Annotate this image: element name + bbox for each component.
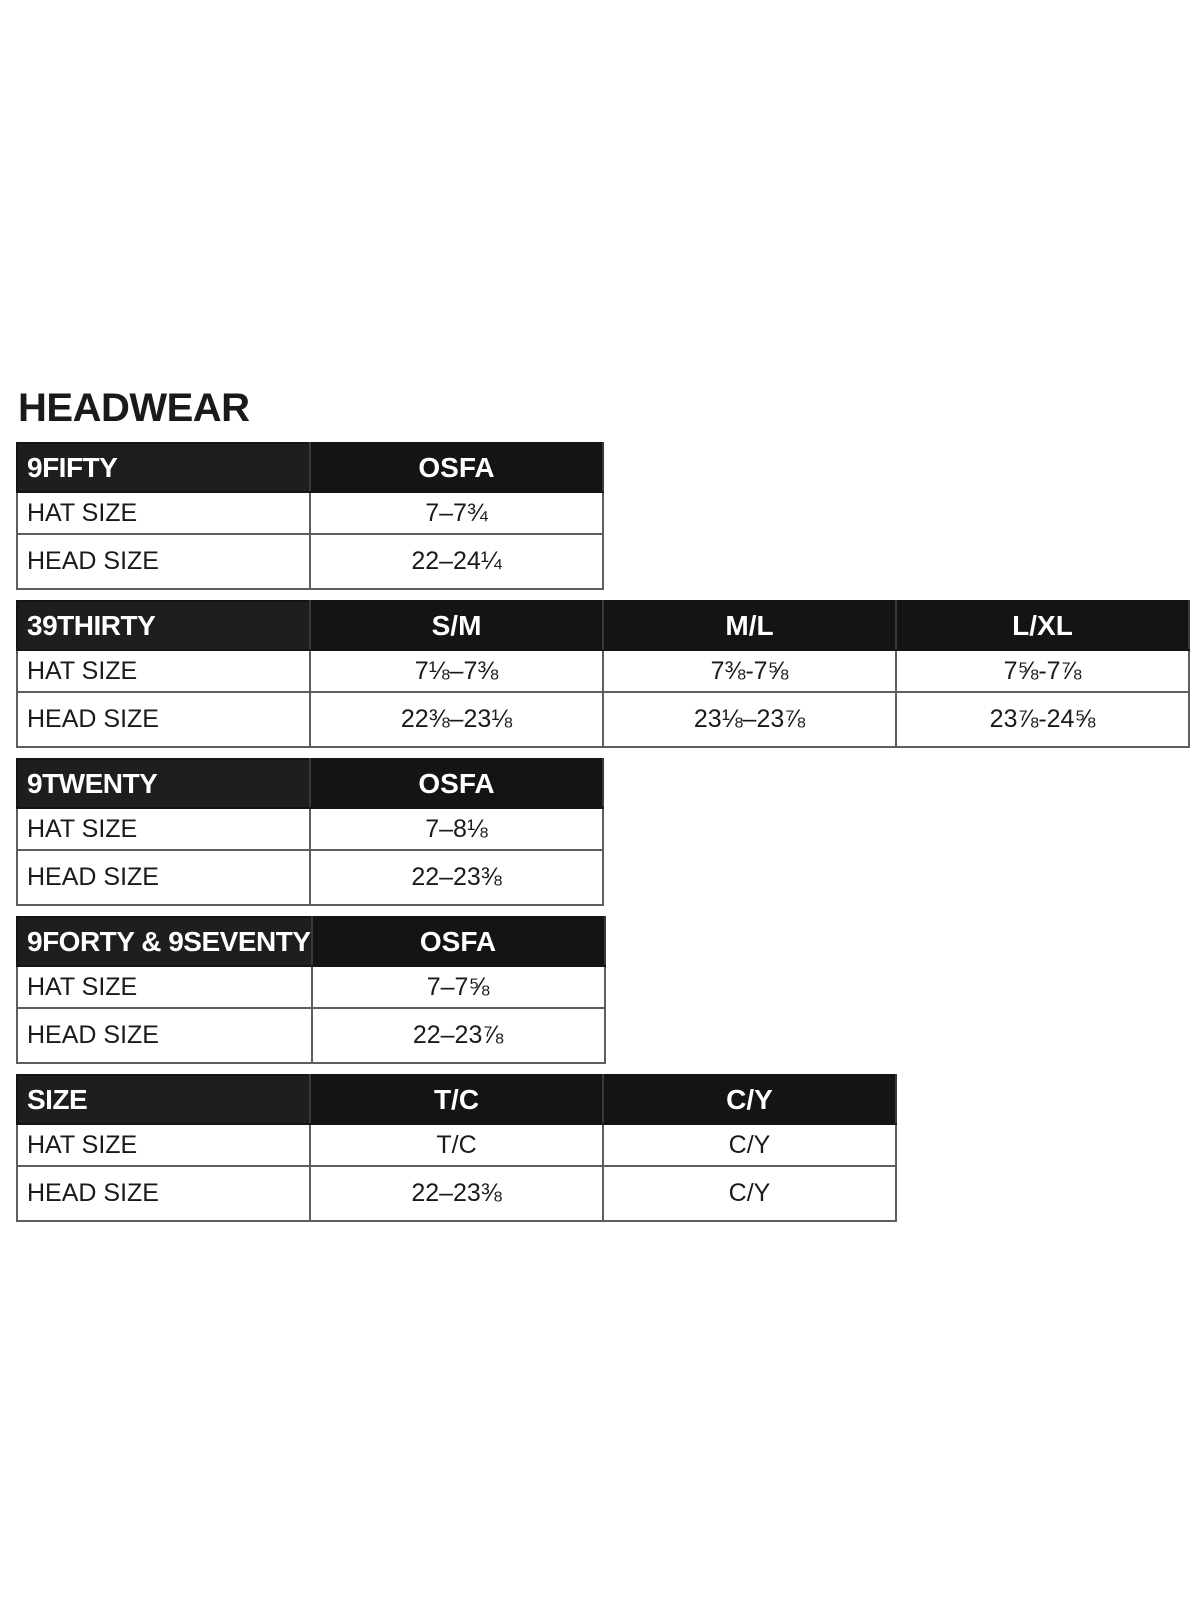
head-size-value: 22–23⅜ [310,1166,603,1221]
hat-size-label: HAT SIZE [17,808,310,850]
hat-size-value: 7–7¾ [310,492,603,534]
hat-size-label: HAT SIZE [17,966,312,1008]
head-size-value: 22⅜–23⅛ [310,692,603,747]
head-size-row [17,1008,605,1063]
table-header-row [17,443,603,492]
size-table-9twenty [16,758,604,906]
hat-size-label: HAT SIZE [17,1124,310,1166]
head-size-label: HEAD SIZE [17,1008,312,1063]
size-table-39thirty [16,600,1190,748]
hat-size-row [17,492,603,534]
size-column-header: L/XL [896,601,1189,650]
size-table-9fifty [16,442,604,590]
model-name: 9FIFTY [17,443,310,492]
head-size-label: HEAD SIZE [17,692,310,747]
hat-size-value: C/Y [603,1124,896,1166]
hat-size-row [17,1124,896,1166]
size-column-header: S/M [310,601,603,650]
table-header-row [17,1075,896,1124]
head-size-value: C/Y [603,1166,896,1221]
size-table-youth [16,1074,897,1222]
hat-size-row [17,966,605,1008]
size-column-header: C/Y [603,1075,896,1124]
hat-size-row [17,650,1189,692]
size-column-header: OSFA [312,917,605,966]
hat-size-label: HAT SIZE [17,650,310,692]
head-size-value: 22–23⅞ [312,1008,605,1063]
head-size-label: HEAD SIZE [17,1166,310,1221]
model-name: 9FORTY & 9SEVENTY [17,917,312,966]
hat-size-value: 7⅛–7⅜ [310,650,603,692]
size-column-header: OSFA [310,759,603,808]
size-chart [16,442,1190,1232]
hat-size-label: HAT SIZE [17,492,310,534]
size-column-header: OSFA [310,443,603,492]
hat-size-row [17,808,603,850]
hat-size-value: 7–8⅛ [310,808,603,850]
hat-size-value: T/C [310,1124,603,1166]
head-size-row [17,1166,896,1221]
hat-size-value: 7–7⅝ [312,966,605,1008]
size-table-9forty-9seventy [16,916,606,1064]
head-size-row [17,850,603,905]
head-size-value: 22–23⅜ [310,850,603,905]
head-size-value: 23⅛–23⅞ [603,692,896,747]
model-name: 9TWENTY [17,759,310,808]
page-title: HEADWEAR [18,386,250,430]
table-header-row [17,759,603,808]
table-header-row [17,601,1189,650]
head-size-row [17,692,1189,747]
head-size-label: HEAD SIZE [17,850,310,905]
model-name: SIZE [17,1075,310,1124]
head-size-row [17,534,603,589]
size-column-header: M/L [603,601,896,650]
hat-size-value: 7⅝-7⅞ [896,650,1189,692]
head-size-label: HEAD SIZE [17,534,310,589]
model-name: 39THIRTY [17,601,310,650]
table-header-row [17,917,605,966]
size-column-header: T/C [310,1075,603,1124]
hat-size-value: 7⅜-7⅝ [603,650,896,692]
head-size-value: 22–24¼ [310,534,603,589]
head-size-value: 23⅞-24⅝ [896,692,1189,747]
